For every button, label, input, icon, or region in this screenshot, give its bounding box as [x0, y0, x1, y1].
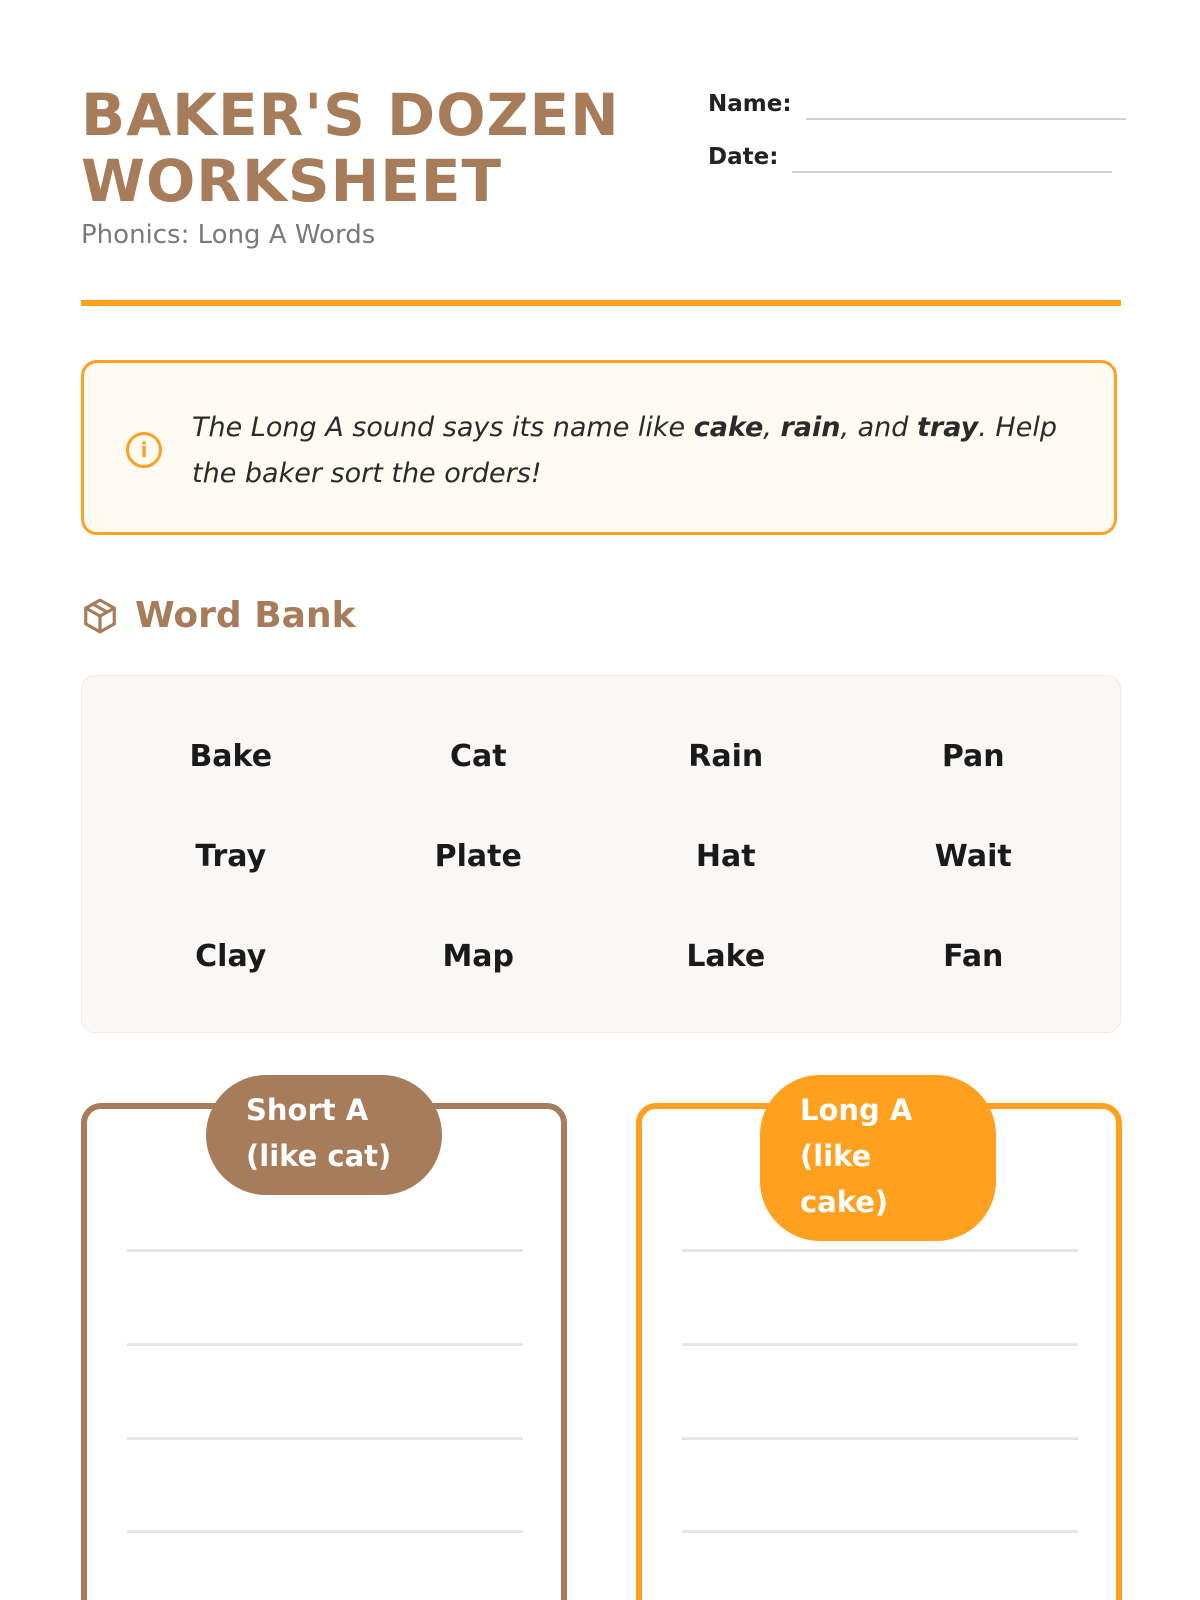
name-field[interactable] — [708, 82, 1126, 122]
long-a-write-line[interactable] — [682, 1530, 1078, 1533]
short-a-label: Short A (like cat) — [206, 1075, 442, 1195]
word-item[interactable]: Pan — [941, 738, 1005, 774]
word-item[interactable]: Hat — [695, 838, 756, 874]
word-item[interactable]: Wait — [934, 838, 1012, 874]
word-bank-title: Word Bank — [135, 595, 356, 636]
info-text: The Long A sound says its name like cake, rain, and tray. Help the baker sort the orders! — [192, 412, 1057, 489]
name-line[interactable] — [806, 118, 1126, 120]
date-label: Date: — [708, 144, 779, 170]
info-box — [81, 360, 1117, 535]
word-item[interactable]: Bake — [189, 738, 273, 774]
word-item[interactable]: Rain — [688, 738, 764, 774]
header-divider — [81, 300, 1121, 306]
page-title: BAKER'S DOZEN WORKSHEET — [81, 81, 620, 215]
short-a-write-line[interactable] — [127, 1249, 523, 1252]
word-bank-heading — [81, 595, 356, 636]
short-a-write-line[interactable] — [127, 1530, 523, 1533]
word-grid — [82, 706, 1122, 1006]
package-icon — [81, 597, 119, 635]
word-item[interactable]: Tray — [195, 838, 267, 874]
long-a-write-line[interactable] — [682, 1437, 1078, 1440]
word-item[interactable]: Map — [442, 938, 515, 974]
word-item[interactable]: Fan — [943, 938, 1004, 974]
page-subtitle: Phonics: Long A Words — [81, 220, 376, 250]
long-a-write-line[interactable] — [682, 1249, 1078, 1252]
short-a-write-line[interactable] — [127, 1437, 523, 1440]
word-bank — [81, 675, 1121, 1033]
word-item[interactable]: Plate — [434, 838, 522, 874]
info-circle-icon: i — [126, 432, 162, 468]
long-a-write-line[interactable] — [682, 1343, 1078, 1346]
word-item[interactable]: Lake — [686, 938, 766, 974]
date-field[interactable] — [708, 135, 1112, 175]
word-item[interactable]: Clay — [195, 938, 267, 974]
date-line[interactable] — [792, 171, 1112, 173]
long-a-label: Long A (like cake) — [760, 1075, 996, 1241]
short-a-write-line[interactable] — [127, 1343, 523, 1346]
word-item[interactable]: Cat — [449, 738, 507, 774]
name-label: Name: — [708, 91, 792, 117]
